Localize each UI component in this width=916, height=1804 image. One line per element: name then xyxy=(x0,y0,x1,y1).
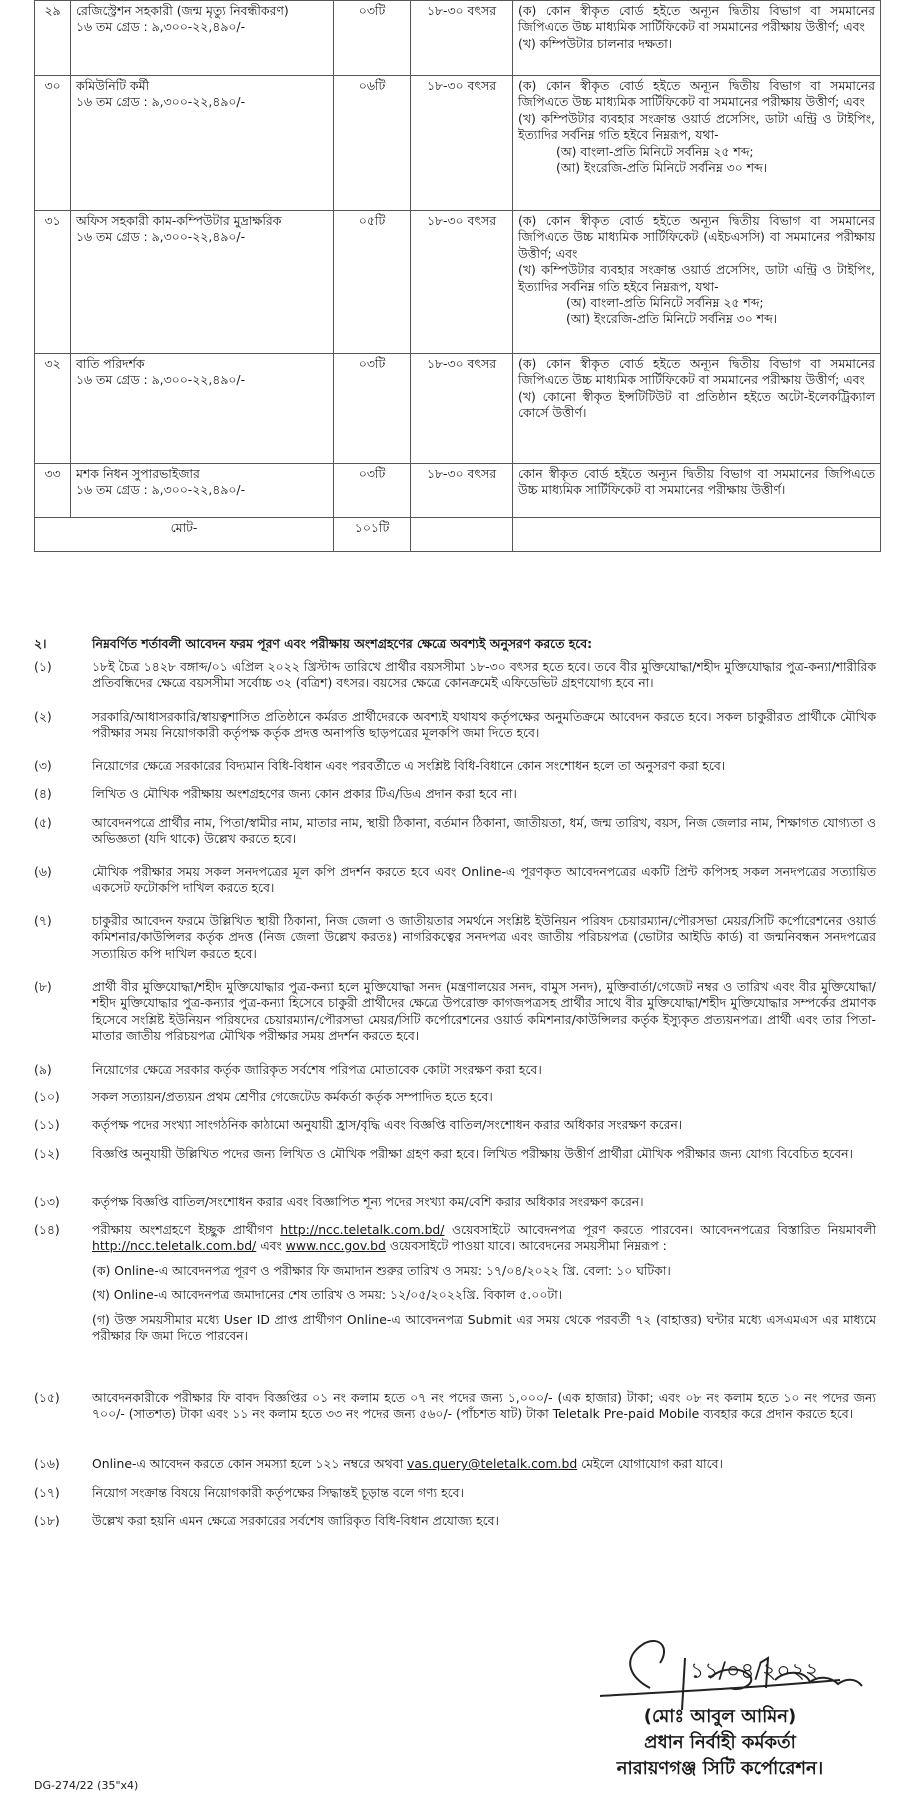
post-name: কমিউনিটি কর্মী xyxy=(76,78,150,93)
item-text-part: পরীক্ষায় অংশগ্রহণে ইচ্ছুক প্রার্থীগণ xyxy=(92,1222,281,1237)
qualification-cell xyxy=(513,76,881,211)
teletalk-link[interactable]: http://ncc.teletalk.com.bd/ xyxy=(280,1222,445,1237)
section-title: নিম্নবর্ণিত শর্তাবলী আবেদন ফরম পূরণ এবং পরীক্ষায় অংশগ্রহণের ক্ষেত্রে অবশ্যই অনুসরণ করতে হবে: xyxy=(92,636,593,651)
post-count: ০৩টি xyxy=(334,1,411,76)
serial-cell: ৩১ xyxy=(35,211,71,354)
item-number: (১৬) xyxy=(34,1456,60,1471)
qualification-cell xyxy=(513,354,881,464)
item-text: লিখিত ও মৌখিক পরীক্ষায় অংশগ্রহণের জন্য কোন প্রকার টিএ/ডিএ প্রদান করা হবে না। xyxy=(92,786,517,801)
ad-code: DG-274/22 (35"x4) xyxy=(34,1779,139,1792)
post-name: রেজিস্ট্রেশন সহকারী (জন্ম মৃত্যু নিবন্ধীকরণ) xyxy=(76,3,289,18)
post-grade: ১৬ তম গ্রেড : ৯,৩০০-২২,৪৯০/- xyxy=(76,229,246,245)
post-name-cell xyxy=(71,76,334,211)
item-text: নিয়োগের ক্ষেত্রে সরকারের বিদ্যমান বিধি-বিধান এবং পরবর্তীতে এ সংশ্লিষ্ট বিধি-বিধানে কোন সংশোধন হলে তা অনুসরণ করা হবে। xyxy=(92,758,726,773)
fee-payment-note: (গ) উক্ত সময়সীমার মধ্যে User ID প্রাপ্ত প্রার্থীগণ Online-এ আবেদনপত্র Submit এর সময় থেকে পরবর্তী ৭২ (বাহাত্তর) ঘন্টার মধ্যে এসএমএস এর মাধ্যমে পরীক্ষার ফি জমা দিতে পারবেন। xyxy=(92,1311,876,1344)
serial-cell: ৩৩ xyxy=(35,464,71,518)
handwritten-date: ১১/০৪/২০২২ xyxy=(690,1659,820,1684)
table-row xyxy=(35,76,881,211)
item-number: (১) xyxy=(34,659,52,674)
total-value: ১০১টি xyxy=(334,518,411,552)
table-row xyxy=(35,211,881,354)
table-row xyxy=(35,1,881,76)
signatory-title: প্রধান নির্বাহী কর্মকর্তা xyxy=(644,1732,796,1753)
item-text: নিয়োগ সংক্রান্ত বিষয়ে নিয়োগকারী কর্তৃপক্ষের সিদ্ধান্তই চূড়ান্ত বলে গণ্য হবে। xyxy=(92,1485,464,1500)
qualification-line: কোন স্বীকৃত বোর্ড হইতে অন্যূন দ্বিতীয় বিভাগ বা সমমানের জিপিএতে উচ্চ মাধ্যমিক সার্টিফিকেট বা সমমানের পরীক্ষায় উত্তীর্ণ। xyxy=(518,466,875,498)
item-number: (৯) xyxy=(34,1062,52,1077)
item-number: (১৫) xyxy=(34,1390,60,1405)
serial-cell: ২৯ xyxy=(35,1,71,76)
organization-name: নারায়ণগঞ্জ সিটি কর্পোরেশন। xyxy=(616,1758,824,1779)
table-row xyxy=(35,464,881,518)
qualification-line: (খ) কম্পিউটার চালনার দক্ষতা। xyxy=(518,35,673,51)
item-text xyxy=(92,1456,876,1472)
item-number: (১৭) xyxy=(34,1485,60,1500)
item-text: আবেদনকারীকে পরীক্ষার ফি বাবদ বিজ্ঞপ্তির ০১ নং কলাম হতে ০৭ নং পদের জন্য ১,০০০/- (এক হাজার) টাকা; এবং ০৮ নং কলাম হতে ১০ নং পদের জন্য ৭০০/- (সাতশত) টাকা এবং ১১ নং কলাম হতে ৩৩ নং পদের জন্য ৫৬০/- (পাঁচশত ষাট) টাকা Teletalk Pre-paid Mobile ব্যবহার করে প্রদান করতে হবে। xyxy=(92,1390,876,1422)
item-text xyxy=(92,1222,876,1344)
post-name-cell xyxy=(71,354,334,464)
signatory-name: (মোঃ আবুল আমিন) xyxy=(643,1706,797,1727)
item-text: সকল সত্যায়ন/প্রত্যয়ন প্রথম শ্রেণীর গেজেটেড কর্মকর্তা কর্তৃক সম্পাদিত হতে হবে। xyxy=(92,1089,493,1104)
qualification-line: (খ) কম্পিউটার ব্যবহার সংক্রান্ত ওয়ার্ড প্রসেসিং, ডাটা এন্ট্রি ও টাইপিং, ইত্যাদির সর্বনিম্ন গতি হইবে নিম্নরূপ, যথা- xyxy=(518,262,875,294)
post-count: ০৩টি xyxy=(334,464,411,518)
qualification-line: (ক) কোন স্বীকৃত বোর্ড হইতে অন্যূন দ্বিতীয় বিভাগ বা সমমানের জিপিএতে উচ্চ মাধ্যমিক সার্টিফিকেট বা সমমানের পরীক্ষায় উত্তীর্ণ; এবং xyxy=(518,3,875,35)
qualification-line: (খ) কোনো স্বীকৃত ইন্সটিটিউট বা প্রতিষ্ঠান হইতে অটো-ইলেকট্রিক্যাল কোর্সে উত্তীর্ণ। xyxy=(518,388,875,421)
age-limit: ১৮-৩০ বৎসর xyxy=(411,354,513,464)
item-number: (১৮) xyxy=(34,1513,60,1528)
speed-line: (আ) ইংরেজি-প্রতি মিনিটে সর্বনিম্ন ৩০ শব্দ। xyxy=(566,311,778,327)
item-text: নিয়োগের ক্ষেত্রে সরকার কর্তৃক জারিকৃত সর্বশেষ পরিপত্র মোতাবেক কোটা সংরক্ষণ করা হবে। xyxy=(92,1062,542,1077)
post-name-cell xyxy=(71,464,334,518)
empty-cell xyxy=(513,518,881,552)
support-email-link[interactable]: vas.query@teletalk.com.bd xyxy=(407,1456,578,1471)
item-text: মৌখিক পরীক্ষার সময় সকল সনদপত্রের মূল কপি প্রদর্শন করতে হবে এবং Online-এ পূরণকৃত আবেদনপত্রের একটি প্রিন্ট কপিসহ সকল সনদপত্রের সত্যায়িত একসেট ফটোকপি দাখিল করতে হবে। xyxy=(92,864,876,896)
speed-line: (আ) ইংরেজি-প্রতি মিনিটে সর্বনিম্ন ৩০ শব্দ। xyxy=(556,160,768,176)
total-label: মোট- xyxy=(35,518,334,552)
post-grade: ১৬ তম গ্রেড : ৯,৩০০-২২,৪৯০/- xyxy=(76,94,246,110)
item-text: প্রার্থী বীর মুক্তিযোদ্ধা/শহীদ মুক্তিযোদ্ধার পুত্র-কন্যা হলে মুক্তিযোদ্ধা সনদ (মন্ত্রণালয়ের সনদ, বামুস সনদ), মুক্তিবার্তা/গেজেট নম্বর ও তারিখ এবং বীর মুক্তিযোদ্ধা/শহীদ মুক্তিযোদ্ধার পুত্র-কন্যার পুত্র-কন্যা হিসেবে চাকুরী প্রার্থীদের ক্ষেত্রে উপরোক্ত কাগজপত্রসহ প্রার্থীর সাথে বীর মুক্তিযোদ্ধা/শহীদ মুক্তিযোদ্ধার সম্পর্কের প্রমাণক হিসেবে সংশ্লিষ্ট ইউনিয়ন পরিষদের চেয়ারম্যান/পৌরসভা মেয়র/সিটি কর্পোরেশনের ওয়ার্ড কমিশনার/কাউন্সিলর কর্তৃক ইস্যুকৃত প্রত্যয়নপত্র। প্রার্থী এবং তার পিতা-মাতার জাতীয় পরিচয়পত্র মৌখিক পরীক্ষার সময় প্রদর্শন করতে হবে। xyxy=(92,979,876,1044)
item-number: (৩) xyxy=(34,758,52,773)
age-limit: ১৮-৩০ বৎসর xyxy=(411,1,513,76)
item-text: আবেদনপত্রে প্রার্থীর নাম, পিতা/স্বামীর নাম, মাতার নাম, স্থায়ী ঠিকানা, বর্তমান ঠিকানা, জাতীয়তা, ধর্ম, জন্ম তারিখ, বয়স, নিজ জেলার নাম, শিক্ষাগত যোগ্যতা ও অভিজ্ঞতা (যদি থাকে) উল্লেখ করতে হবে। xyxy=(92,815,876,847)
schedule-start: (ক) Online-এ আবেদনপত্র পূরণ ও পরীক্ষার ফি জমাদান শুরুর তারিখ ও সময়: ১৭/০৪/২০২২ খ্রি. বেলা: ১০ ঘটিকা। xyxy=(92,1262,671,1278)
item-number: (২) xyxy=(34,709,52,724)
post-name: বাতি পরিদর্শক xyxy=(76,356,145,371)
item-text-part: ওয়েবসাইটে আবেদনপত্র পূরণ করতে পারবেন। আবেদনপত্রের বিস্তারিত নিয়মাবলী xyxy=(444,1222,876,1237)
item-text: সরকারি/আধাসরকারি/স্বায়ত্বশাসিত প্রতিষ্ঠানে কর্মরত প্রার্থীদেরকে অবশ্যই যথাযথ কর্তৃপক্ষের অনুমতিক্রমে আবেদন করতে হবে। সকল চাকুরীরত প্রার্থীকে মৌখিক পরীক্ষার সময় নিয়োগকারী কর্তৃপক্ষ কর্তৃক প্রদত্ত অনাপত্তি ছাড়পত্রের মূলকপি জমা দিতে হবে। xyxy=(92,709,876,741)
item-text: কর্তৃপক্ষ পদের সংখ্যা সাংগঠনিক কাঠামো অনুযায়ী হ্রাস/বৃদ্ধি এবং বিজ্ঞপ্তি বাতিল/সংশোধন করার অধিকার সংরক্ষণ করেন। xyxy=(92,1117,683,1132)
post-name-cell xyxy=(71,211,334,354)
item-number: (১৩) xyxy=(34,1194,60,1209)
item-number: (৭) xyxy=(34,913,52,928)
age-limit: ১৮-৩০ বৎসর xyxy=(411,464,513,518)
qualification-line: (খ) কম্পিউটার ব্যবহার সংক্রান্ত ওয়ার্ড প্রসেসিং, ডাটা এন্ট্রি ও টাইপিং, ইত্যাদির সর্বনিম্ন গতি হইবে নিম্নরূপ, যথা- xyxy=(518,110,875,143)
age-limit: ১৮-৩০ বৎসর xyxy=(411,211,513,354)
item-text-part: Online-এ আবেদন করতে কোন সমস্যা হলে ১২১ নম্বরে অথবা xyxy=(92,1456,408,1471)
item-text: কর্তৃপক্ষ বিজ্ঞপ্তি বাতিল/সংশোধন করার এবং বিজ্ঞাপিত শূন্য পদের সংখ্যা কম/বেশি করার অধিকার সংরক্ষণ করেন। xyxy=(92,1194,644,1209)
post-name-cell xyxy=(71,1,334,76)
item-text: বিজ্ঞপ্তি অনুযায়ী উল্লিখিত পদের জন্য লিখিত ও মৌখিক পরীক্ষা গ্রহণ করা হবে। লিখিত পরীক্ষায় উত্তীর্ণ প্রার্থীরা মৌখিক পরীক্ষার জন্য যোগ্য বিবেচিত হবেন। xyxy=(92,1146,853,1161)
total-row xyxy=(35,518,881,552)
post-name: মশক নিধন সুপারভাইজার xyxy=(76,466,200,481)
post-count: ০৬টি xyxy=(334,76,411,211)
speed-line: (অ) বাংলা-প্রতি মিনিটে সর্বনিম্ন ২৫ শব্দ; xyxy=(566,295,764,311)
item-text-part: এবং xyxy=(256,1238,286,1254)
table-row xyxy=(35,354,881,464)
post-grade: ১৬ তম গ্রেড : ৯,৩০০-২২,৪৯০/- xyxy=(76,19,246,35)
teletalk-link[interactable]: http://ncc.teletalk.com.bd/ xyxy=(92,1238,257,1254)
serial-cell: ৩০ xyxy=(35,76,71,211)
item-number: (১১) xyxy=(34,1117,60,1132)
speed-line: (অ) বাংলা-প্রতি মিনিটে সর্বনিম্ন ২৫ শব্দ; xyxy=(556,143,754,159)
section-number: ২। xyxy=(34,636,47,651)
serial-cell: ৩২ xyxy=(35,354,71,464)
qualification-line: (ক) কোন স্বীকৃত বোর্ড হইতে অন্যূন দ্বিতীয় বিভাগ বা সমমানের জিপিএতে উচ্চ মাধ্যমিক সার্টিফিকেট বা সমমানের পরীক্ষায় উত্তীর্ণ; এবং xyxy=(518,78,875,110)
posts-table xyxy=(34,0,881,552)
qualification-cell xyxy=(513,211,881,354)
item-number: (১২) xyxy=(34,1146,60,1161)
qualification-cell xyxy=(513,464,881,518)
post-grade: ১৬ তম গ্রেড : ৯,৩০০-২২,৪৯০/- xyxy=(76,372,246,388)
qualification-cell xyxy=(513,1,881,76)
ncc-website-link[interactable]: www.ncc.gov.bd xyxy=(285,1238,386,1254)
empty-cell xyxy=(411,518,513,552)
qualification-line: (ক) কোন স্বীকৃত বোর্ড হইতে অন্যূন দ্বিতীয় বিভাগ বা সমমানের জিপিএতে উচ্চ মাধ্যমিক সার্টিফিকেট (এইচএসসি) বা সমমানের পরীক্ষায় উত্তীর্ণ; এবং xyxy=(518,213,875,261)
post-name: অফিস সহকারী কাম-কম্পিউটার মুদ্রাক্ষরিক xyxy=(76,213,282,228)
post-count: ০৩টি xyxy=(334,354,411,464)
item-text-part: মেইলে যোগাযোগ করা যাবে। xyxy=(577,1456,723,1471)
item-number: (৮) xyxy=(34,979,52,994)
item-text: উল্লেখ করা হয়নি এমন ক্ষেত্রে সরকারের সর্বশেষ জারিকৃত বিধি-বিধান প্রযোজ্য হবে। xyxy=(92,1513,499,1528)
qualification-line: (ক) কোন স্বীকৃত বোর্ড হইতে অন্যূন দ্বিতীয় বিভাগ বা সমমানের জিপিএতে উচ্চ মাধ্যমিক সার্টিফিকেট বা সমমানের পরীক্ষায় উত্তীর্ণ; এবং xyxy=(518,356,875,388)
item-text: চাকুরীর আবেদন ফরমে উল্লিখিত স্থায়ী ঠিকানা, নিজ জেলা ও জাতীয়তার সমর্থনে সংশ্লিষ্ট ইউনিয়ন পরিষদ চেয়ারম্যান/পৌরসভা মেয়র/সিটি কর্পোরেশনের ওয়ার্ড কমিশনার/কাউন্সিলর কর্তৃক প্রদত্ত (নিজ জেলা উল্লেখ করতঃ) নাগরিকত্বের সনদপত্র এবং জাতীয় পরিচয়পত্র (ভোটার আইডি কার্ড) বা জন্মনিবন্ধন সনদপত্রের সত্যায়িত কপি দাখিল করতে হবে। xyxy=(92,913,876,961)
post-count: ০৫টি xyxy=(334,211,411,354)
item-number: (৪) xyxy=(34,786,52,801)
age-limit: ১৮-৩০ বৎসর xyxy=(411,76,513,211)
item-number: (৬) xyxy=(34,864,52,879)
item-text-part: ওয়েবসাইটে পাওয়া যাবে। আবেদনের সময়সীমা নিম্নরূপ : xyxy=(385,1238,667,1254)
schedule-end: (খ) Online-এ আবেদনপত্র জমাদানের শেষ তারিখ ও সময়: ১২/০৫/২০২২খ্রি. বিকাল ৫.০০টা। xyxy=(92,1287,563,1303)
post-grade: ১৬ তম গ্রেড : ৯,৩০০-২২,৪৯০/- xyxy=(76,482,246,498)
item-number: (১০) xyxy=(34,1089,60,1104)
item-number: (৫) xyxy=(34,815,52,830)
item-text: ১৮ই চৈত্র ১৪২৮ বঙ্গাব্দ/০১ এপ্রিল ২০২২ খ্রিস্টাব্দ তারিখে প্রার্থীর বয়সসীমা ১৮-৩০ বৎসর হতে হবে। তবে বীর মুক্তিযোদ্ধা/শহীদ মুক্তিযোদ্ধার পুত্র-কন্যা/শারীরিক প্রতিবন্ধিদের ক্ষেত্রে বয়সসীমা সর্বোচ্চ ৩২ (বত্রিশ) বৎসর। বয়সের ক্ষেত্রে কোনক্রমেই এফিডেভিট গ্রহণযোগ্য হবে না। xyxy=(92,659,876,691)
item-number: (১৪) xyxy=(34,1222,60,1237)
